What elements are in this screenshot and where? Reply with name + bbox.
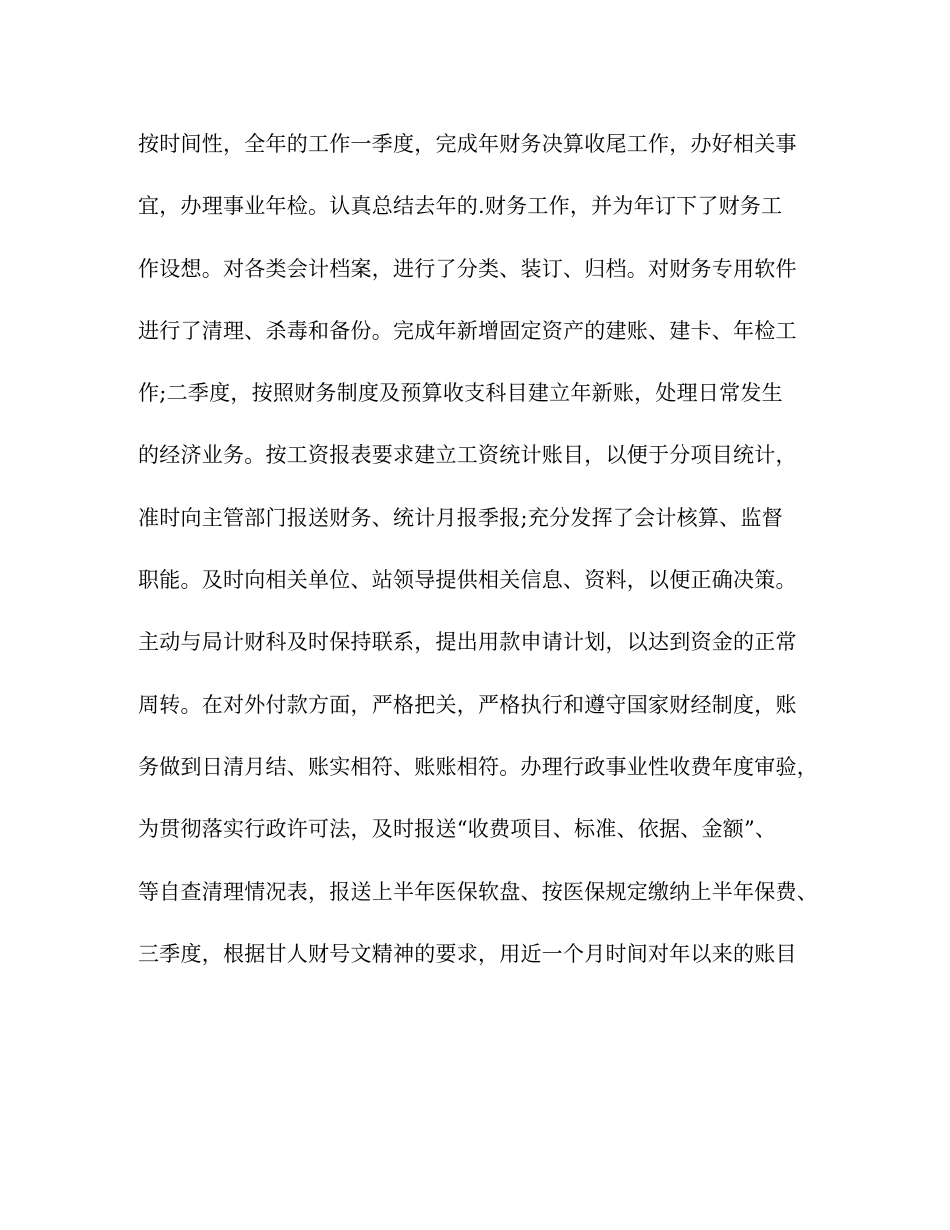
text-line: 准时向主管部门报送财务、统计月报季报;充分发挥了会计核算、监督 bbox=[138, 505, 783, 530]
text-line: 等自查清理情况表，报送上半年医保软盘、按医保规定缴纳上半年保费、 bbox=[138, 879, 818, 904]
text-line: 三季度，根据甘人财号文精神的要求，用近一个月时间对年以来的账目 bbox=[138, 941, 797, 966]
text-line: 周转。在对外付款方面，严格把关，严格执行和遵守国家财经制度，账 bbox=[138, 692, 797, 717]
text-line: 主动与局计财科及时保持联系，提出用款申请计划，以达到资金的正常 bbox=[138, 630, 797, 655]
text-line: 职能。及时向相关单位、站领导提供相关信息、资料，以便正确决策。 bbox=[138, 568, 797, 593]
text-line: 按时间性，全年的工作一季度，完成年财务决算收尾工作，办好相关事 bbox=[138, 132, 797, 156]
text-line: 作;二季度，按照财务制度及预算收支科目建立年新账，处理日常发生 bbox=[138, 381, 783, 406]
text-line: 宜，办理事业年检。认真总结去年的.财务工作，并为年订下了财务工 bbox=[138, 194, 783, 219]
text-line: 为贯彻落实行政许可法，及时报送“收费项目、标准、依据、金额”、 bbox=[138, 817, 777, 842]
text-line: 务做到日清月结、账实相符、账账相符。办理行政事业性收费年度审验， bbox=[138, 754, 818, 779]
text-line: 作设想。对各类会计档案，进行了分类、装订、归档。对财务专用软件 bbox=[138, 256, 797, 281]
text-line: 进行了清理、杀毒和备份。完成年新增固定资产的建账、建卡、年检工 bbox=[138, 318, 797, 343]
text-line: 的经济业务。按工资报表要求建立工资统计账目，以便于分项目统计， bbox=[138, 443, 797, 468]
body-text bbox=[138, 118, 838, 990]
